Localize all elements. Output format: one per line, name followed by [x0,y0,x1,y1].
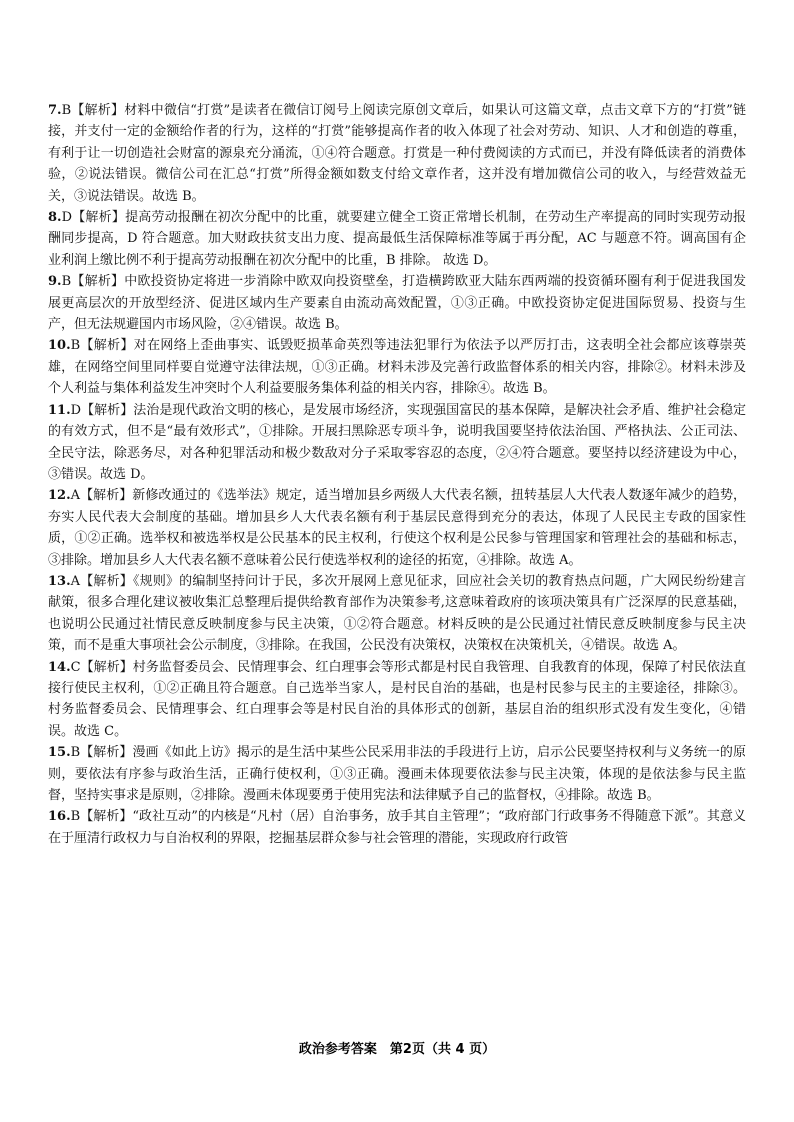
answer-7 [48,100,746,207]
answer-text: A【解析】新修改通过的《选举法》规定，适当增加县乡两级人大代表名额，扭转基层人大代表人数逐年减少的趋势，夯实人民代表大会制度的基础。增加县乡人大代表名额有利于基层民意得到充分的表达，体现了人民民主专政的国家性质，①②正确。选举权和被选举权是公民基本的民主权利，行使这个权利是公民参与管理国家和管理社会的基础和标志，③排除。增加县乡人大代表名额不意味着公民行使选举权利的途径的拓宽，④排除。故选 A。 [48,488,746,568]
answer-number: 8. [48,210,62,226]
answer-text: B【解析】“政社互动”的内核是“凡村（居）自治事务，放手其自主管理”；“政府部门行政事务不得随意下派”。其意义在于厘清行政权力与自治权利的界限，挖掘基层群众参与社会管理的潜能，实现政府行政管 [48,809,746,846]
answer-number: 7. [48,103,62,118]
answer-11 [48,400,746,486]
answer-number: 10. [48,338,71,354]
answer-text: B【解析】材料中微信“打赏”是读者在微信订阅号上阅读完原创文章后，如果认可这篇文章，点击文章下方的“打赏”链接，并支付一定的金额给作者的行为，这样的“打赏”能够提高作者的收入体现了社会对劳动、知识、人才和创造的尊重，有利于让一切创造社会财富的源泉充分涌流，①④符合题意。打赏是一种付费阅读的方式而已，并没有降低读者的消费体验，②说法错误。微信公司在汇总“打赏”所得金额如数支付给文章作者，这并没有增加微信公司的收入，与经营效益无关，③说法错误。故选 B。 [48,103,746,204]
answer-number: 14. [48,659,71,675]
answer-text: B【解析】对在网络上歪曲事实、诋毁贬损革命英烈等违法犯罪行为依法予以严厉打击，这表明全社会都应该尊崇英雄，在网络空间里同样要自觉遵守法律法规，①③正确。材料未涉及完善行政监督体系的相关内容，排除②。材料未涉及个人利益与集体利益发生冲突时个人利益要服务集体利益的相关内容，排除④。故选 B。 [48,338,746,397]
answer-number: 15. [48,745,71,761]
answer-text: C【解析】村务监督委员会、民情理事会、红白理事会等形式都是村民自我管理、自我教育的体现，保障了村民依法直接行使民主权利，①②正确且符合题意。自己选举当家人，是村民自治的基础，也是村民参与民主的主要途径，排除③。村务监督委员会、民情理事会、红白理事会等是村民自治的具体形式的创新，基层自治的组织形式没有发生变化，④错误。故选 C。 [48,659,746,739]
answer-text: D【解析】提高劳动报酬在初次分配中的比重，就要建立健全工资正常增长机制，在劳动生产率提高的同时实现劳动报酬同步提高，D 符合题意。加大财政扶贫支出力度、提高最低生活保障标准等属于再分配，AC 与题意不符。调高国有企业利润上缴比例不利于提高劳动报酬在初次分配中的比重，B 排除。 故选 D。 [48,210,746,268]
answer-15 [48,742,746,806]
answer-text: B【解析】中欧投资协定将进一步消除中欧双向投资壁垒，打造横跨欧亚大陆东西两端的投资循环圈有利于促进我国发展更高层次的开放型经济、促进区域内生产要素自由流动高效配置，①③正确。中欧投资协定促进国际贸易、投资与生产，但无法规避国内市场风险，②④错误。故选 B。 [48,274,746,333]
answer-text: B【解析】漫画《如此上访》揭示的是生活中某些公民采用非法的手段进行上访，启示公民要坚持权利与义务统一的原则，要依法有序参与政治生活，正确行使权利，①③正确。漫画未体现要依法参与民主决策，体现的是依法参与民主监督，坚持实事求是原则，②排除。漫画未体现要勇于使用宪法和法律赋予自己的监督权，④排除。故选 B。 [48,745,746,803]
answer-number: 12. [48,488,71,504]
page-footer: 政治参考答案 第2页（共 4 页） [298,1042,496,1057]
answer-8 [48,207,746,271]
answer-text: A【解析】《规则》的编制坚持问计于民，多次开展网上意见征求，回应社会关切的教育热点问题，广大网民纷纷建言献策，很多合理化建议被收集汇总整理后提供给教育部作为决策参考,这意味着政府的该项决策具有广泛深厚的民意基础，也说明公民通过社情民意反映制度参与民主决策，①②符合题意。材料反映的是公民通过社情民意反映制度参与民主决策，而不是重大事项社会公示制度，③排除。在我国，公民没有决策权，决策权在决策机关，④错误。故选 A。 [48,573,746,654]
answer-text: D【解析】法治是现代政治文明的核心，是发展市场经济，实现强国富民的基本保障，是解决社会矛盾、维护社会稳定的有效方式，但不是“最有效形式”，①排除。开展扫黑除恶专项斗争，说明我国要坚持依法治国、严格执法、公正司法、全民守法，除恶务尽，对各种犯罪活动和极少数敌对分子采取零容忍的态度，②④符合题意。要坚持以经济建设为中心，③错误。故选 D。 [48,402,746,482]
answer-10 [48,335,746,399]
answer-number: 13. [48,573,71,589]
answer-14 [48,657,746,743]
answer-16 [48,806,746,849]
answer-13 [48,571,746,657]
answer-number: 16. [48,809,71,825]
answer-number: 9. [48,274,62,290]
answer-number: 11. [48,402,71,418]
answer-12 [48,485,746,571]
answer-9 [48,271,746,335]
